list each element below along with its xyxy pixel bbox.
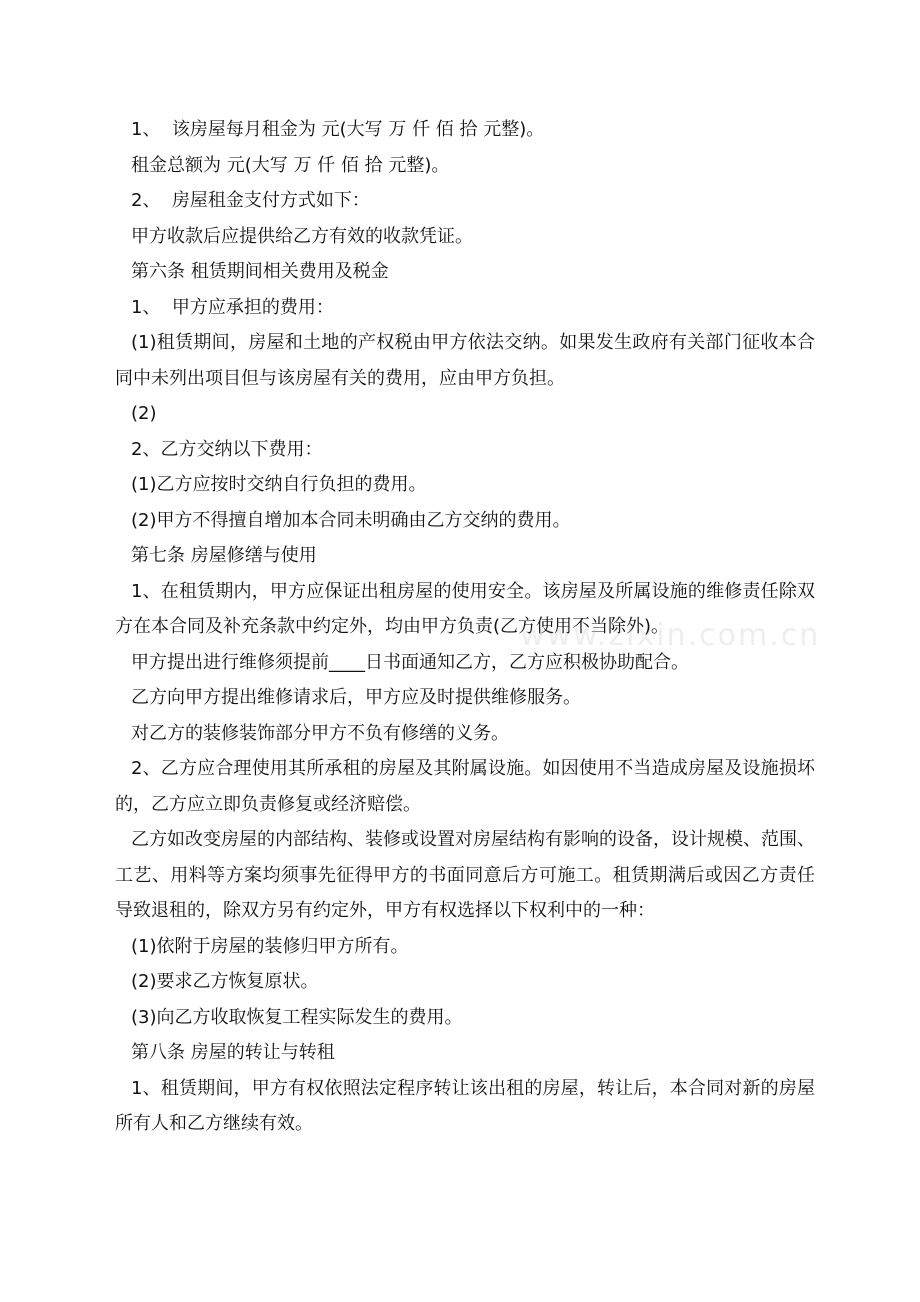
paragraph-no-extra-fees: (2)甲方不得擅自增加本合同未明确由乙方交纳的费用。 — [131, 509, 571, 531]
paragraph-payment-method: 2、 房屋租金支付方式如下： — [131, 190, 370, 211]
paragraph-rent-monthly: 1、 该房屋每月租金为 元(大写 万 仟 佰 拾 元整)。 — [131, 119, 545, 140]
heading-article-8: 第八条 房屋的转让与转租 — [131, 1042, 335, 1063]
paragraph-option-1: (1)依附于房屋的装修归甲方所有。 — [131, 935, 409, 957]
paragraph-receipt: 甲方收款后应提供给乙方有效的收款凭证。 — [131, 225, 473, 247]
paragraph-party-b-self-fees: (1)乙方应按时交纳自行负担的费用。 — [131, 474, 427, 495]
paragraph-structural-change: 乙方如改变房屋的内部结构、装修或设置对房屋结构有影响的设备，设计规模、范围、工艺、用料等方案均须事先征得甲方的书面同意后方可施工。租赁期满后或因乙方责任导致退租的，除双方另有约定外，甲方有权选择以下权利中的一种： — [115, 829, 815, 921]
paragraph-party-b-fees: 2、乙方交纳以下费用： — [131, 438, 323, 460]
watermark-text: www.zixin.com.cn — [520, 618, 821, 653]
paragraph-transfer: 1、租赁期间，甲方有权依照法定程序转让该出租的房屋，转让后，本合同对新的房屋所有人和乙方继续有效。 — [115, 1077, 815, 1134]
paragraph-repair-request: 乙方向甲方提出维修请求后，甲方应及时提供维修服务。 — [131, 687, 581, 708]
paragraph-decoration-exclusion: 对乙方的装修装饰部分甲方不负有修缮的义务。 — [131, 722, 509, 744]
paragraph-rent-total: 租金总额为 元(大写 万 仟 佰 拾 元整)。 — [131, 154, 450, 176]
heading-article-6: 第六条 租赁期间相关费用及税金 — [131, 261, 389, 282]
document-body — [115, 112, 815, 1142]
paragraph-safety-maintenance: 1、在租赁期内，甲方应保证出租房屋的使用安全。该房屋及所属设施的维修责任除双方在本合同及补充条款中约定外，均由甲方负责(乙方使用不当除外)。 — [115, 580, 815, 637]
heading-article-7: 第七条 房屋修缮与使用 — [131, 545, 317, 566]
paragraph-repair-notice: 甲方提出进行维修须提前____日书面通知乙方，乙方应积极协助配合。 — [131, 651, 689, 673]
paragraph-party-a-fees: 1、 甲方应承担的费用： — [131, 296, 334, 318]
paragraph-item-2-blank: (2) — [131, 403, 157, 424]
paragraph-option-2: (2)要求乙方恢复原状。 — [131, 971, 319, 992]
paragraph-option-3: (3)向乙方收取恢复工程实际发生的费用。 — [131, 1006, 463, 1028]
paragraph-reasonable-use: 2、乙方应合理使用其所承租的房屋及其附属设施。如因使用不当造成房屋及设施损坏的，乙方应立即负责修复或经济赔偿。 — [115, 758, 815, 815]
paragraph-property-tax: (1)租赁期间，房屋和土地的产权税由甲方依法交纳。如果发生政府有关部门征收本合同中未列出项目但与该房屋有关的费用，应由甲方负担。 — [115, 332, 815, 389]
